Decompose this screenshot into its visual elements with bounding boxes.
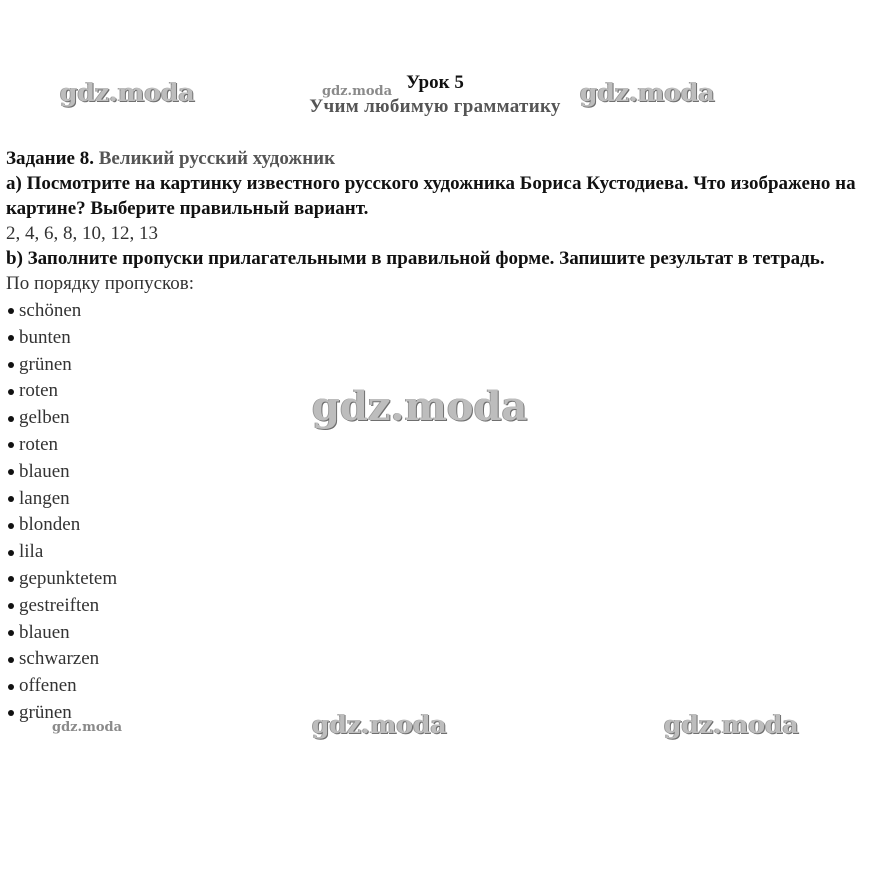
bullet-icon [8, 469, 14, 475]
bullet-icon [8, 362, 14, 368]
answers-list [6, 298, 864, 727]
list-item [6, 512, 864, 539]
bullet-icon [8, 550, 14, 556]
bullet-icon [8, 657, 14, 663]
bullet-icon [8, 308, 14, 314]
answer-a: 2, 4, 6, 8, 10, 12, 13 [6, 223, 158, 244]
bullet-icon [8, 684, 14, 690]
answer-word: blonden [19, 514, 81, 536]
answer-word: grünen [19, 353, 72, 375]
bullet-icon [8, 416, 14, 422]
bullet-icon [8, 523, 14, 529]
answer-word: grünen [19, 701, 72, 723]
list-item [6, 298, 864, 325]
task-label: Задание 8. [6, 148, 94, 169]
watermark-top-center: gdz.moda [322, 84, 393, 99]
lesson-subtitle: Учим любимую грамматику [309, 96, 561, 117]
answer-word: roten [19, 433, 59, 455]
list-item [6, 378, 864, 405]
list-item [6, 700, 864, 727]
list-item [6, 405, 864, 432]
task-name: Великий русский художник [93, 148, 336, 169]
list-item [6, 646, 864, 673]
bullet-icon [8, 576, 14, 582]
list-item [6, 486, 864, 513]
bullet-icon [8, 710, 14, 716]
answer-word: langen [19, 487, 70, 509]
watermark-center: gdz.moda [312, 383, 528, 430]
answer-word: lila [19, 541, 44, 563]
task-block [6, 146, 864, 727]
watermark-bottom-center: gdz.moda [312, 710, 447, 739]
list-item [6, 325, 864, 352]
answer-word: gepunktetem [19, 567, 118, 589]
list-item [6, 432, 864, 459]
list-item [6, 566, 864, 593]
list-item [6, 352, 864, 379]
answer-word: schwarzen [19, 648, 100, 670]
answer-word: bunten [19, 326, 71, 348]
task-part-b: b) Заполните пропуски прилагательными в правильной форме. Запишите результат в тетрадь. [6, 248, 825, 269]
answer-word: blauen [19, 621, 70, 643]
answer-word: gestreiften [19, 594, 100, 616]
task-heading [6, 146, 864, 171]
answer-word: offenen [19, 675, 77, 697]
bullet-icon [8, 496, 14, 502]
list-item [6, 539, 864, 566]
list-item [6, 593, 864, 620]
bullet-icon [8, 442, 14, 448]
list-item [6, 459, 864, 486]
bullet-icon [8, 630, 14, 636]
bullet-icon [8, 603, 14, 609]
lesson-title: Урок 5 [406, 72, 464, 93]
list-item [6, 620, 864, 647]
watermark-bottom-right: gdz.moda [664, 710, 799, 739]
bullet-icon [8, 389, 14, 395]
answer-word: gelben [19, 407, 70, 429]
answer-word: roten [19, 380, 59, 402]
answer-word: blauen [19, 460, 70, 482]
list-item [6, 673, 864, 700]
watermark-bottom-left: gdz.moda [52, 720, 123, 735]
bullet-icon [8, 335, 14, 341]
watermark-top-left: gdz.moda [60, 78, 195, 107]
answer-b-intro: По порядку пропусков: [6, 273, 195, 294]
answer-word: schönen [19, 300, 82, 321]
task-part-a: a) Посмотрите на картинку известного русского художника Бориса Кустодиева. Что изображено на картине? Выберите правильный вариант. [6, 173, 856, 219]
watermark-top-right: gdz.moda [580, 78, 715, 107]
